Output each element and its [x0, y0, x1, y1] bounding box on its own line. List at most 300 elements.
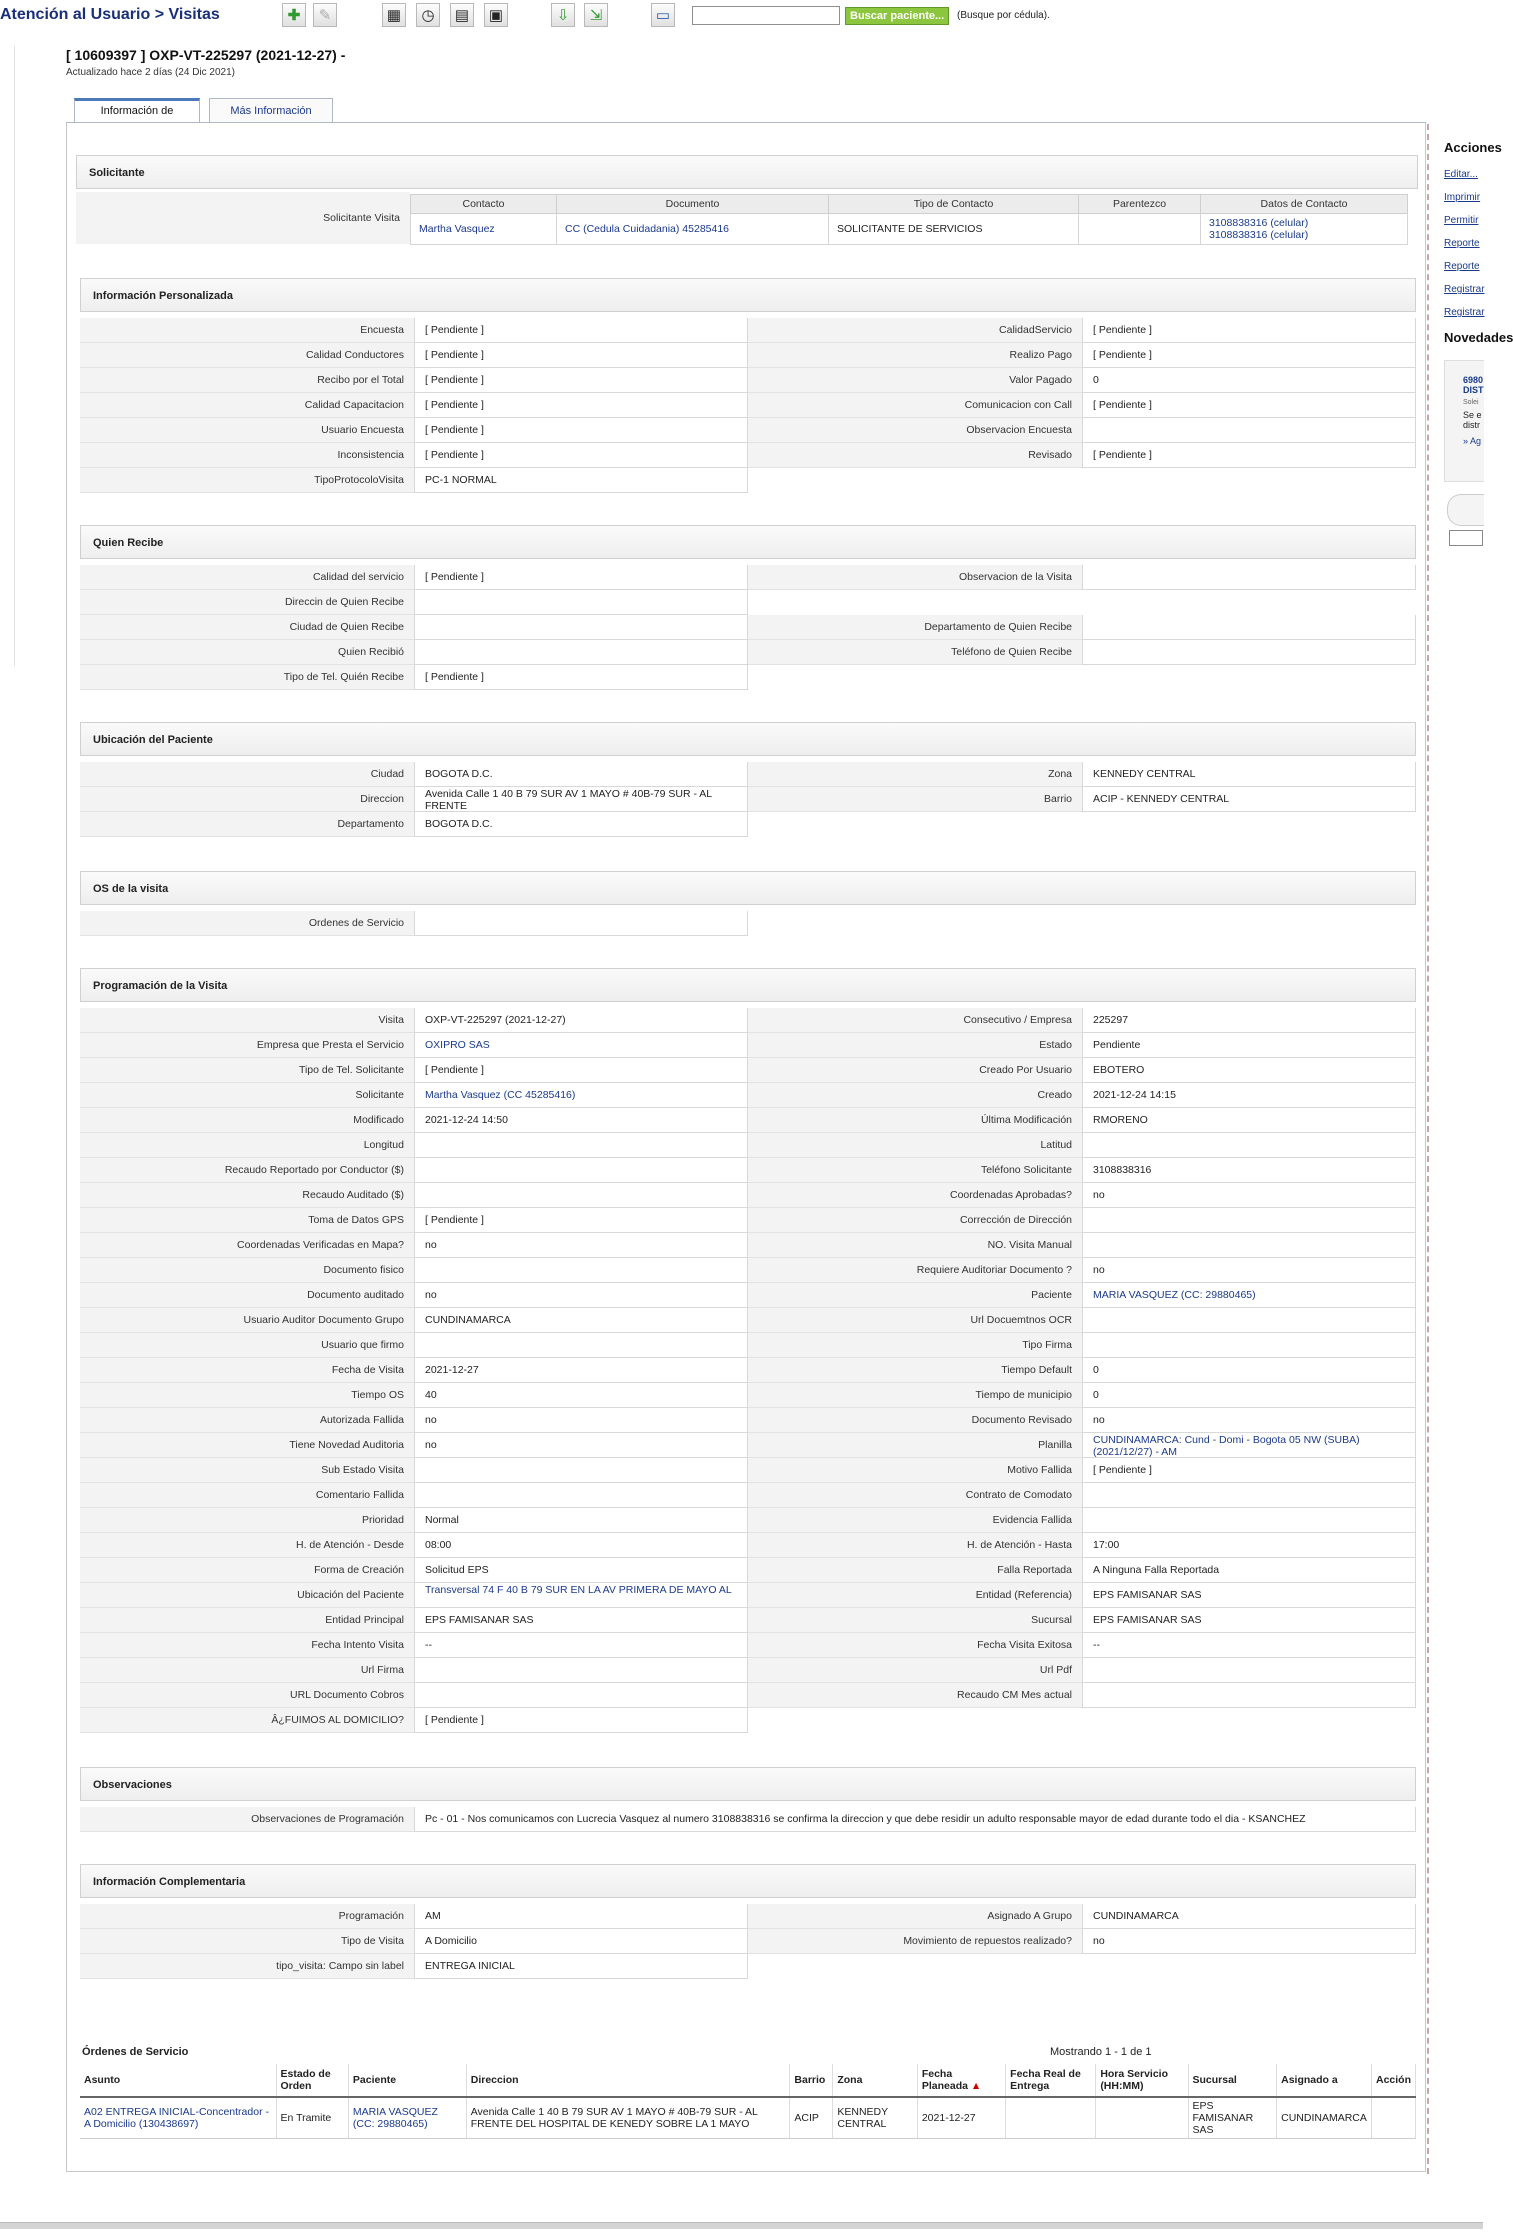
field-cell: [80, 318, 748, 343]
field-label: Documento auditado: [80, 1283, 414, 1308]
field-value: 08:00: [414, 1533, 748, 1558]
field-cell: [748, 393, 1416, 418]
field-value: [1082, 418, 1416, 443]
field-label: Comunicacion con Call: [748, 393, 1082, 418]
field-value: [ Pendiente ]: [1082, 443, 1416, 468]
column-header: Parentezco: [1079, 195, 1201, 214]
field-cell: [80, 1583, 748, 1608]
field-value: [414, 911, 748, 936]
field-label: Â¿FUIMOS AL DOMICILIO?: [80, 1708, 414, 1733]
field-row: [80, 443, 1416, 468]
field-row: [80, 1383, 1416, 1408]
field-row: [80, 1608, 1416, 1633]
field-label: Modificado: [80, 1108, 414, 1133]
field-value: no: [1082, 1258, 1416, 1283]
field-value: ENTREGA INICIAL: [414, 1954, 748, 1979]
field-value: [ Pendiente ]: [1082, 318, 1416, 343]
field-label: Solicitante Visita: [76, 192, 410, 244]
orders-table: [80, 2064, 1416, 2139]
field-value: [ Pendiente ]: [414, 1208, 748, 1233]
field-value: [ Pendiente ]: [414, 443, 748, 468]
column-header[interactable]: Asignado a: [1277, 2064, 1372, 2097]
field-cell: [80, 1633, 748, 1658]
section-observaciones: [80, 1767, 1416, 1832]
field-cell: [748, 1183, 1416, 1208]
field-row: [80, 1108, 1416, 1133]
field-cell: [748, 1483, 1416, 1508]
field-label: Recaudo Reportado por Conductor ($): [80, 1158, 414, 1183]
field-label: Realizo Pago: [748, 343, 1082, 368]
field-value: [1082, 615, 1416, 640]
section-title: Quien Recibe: [80, 525, 1416, 559]
search-patient-button[interactable]: Buscar paciente...: [845, 7, 949, 25]
order-barrio: ACIP: [790, 2097, 833, 2139]
field-cell: [80, 1558, 748, 1583]
field-cell: [748, 1929, 1416, 1954]
field-value: --: [414, 1633, 748, 1658]
field-value: RMORENO: [1082, 1108, 1416, 1133]
toolbar: [0, 0, 1483, 34]
field-row: [80, 1633, 1416, 1658]
updated-text: Actualizado hace 2 días (24 Dic 2021): [66, 67, 235, 78]
field-cell: [80, 1458, 748, 1483]
field-row: [80, 590, 1416, 615]
field-label: Asignado A Grupo: [748, 1904, 1082, 1929]
nov-line: 6980: [1463, 375, 1484, 385]
field-label: Sub Estado Visita: [80, 1458, 414, 1483]
field-row: [80, 1583, 1416, 1608]
field-label: Zona: [748, 762, 1082, 787]
column-header[interactable]: Direccion: [466, 2064, 790, 2097]
field-label: Ubicación del Paciente: [80, 1583, 414, 1608]
field-cell: [748, 368, 1416, 393]
field-row: [80, 468, 1416, 493]
action-link[interactable]: Registrar: [1444, 307, 1485, 318]
column-header[interactable]: Barrio: [790, 2064, 833, 2097]
field-value[interactable]: Martha Vasquez (CC 45285416): [414, 1083, 748, 1108]
field-label: Barrio: [748, 787, 1082, 812]
tab-informacion[interactable]: Información de: [74, 98, 200, 123]
field-label: Comentario Fallida: [80, 1483, 414, 1508]
field-value: [414, 1658, 748, 1683]
nov-line: Solei: [1463, 399, 1479, 406]
order-address: Avenida Calle 1 40 B 79 SUR AV 1 MAYO # 40B-79 SUR - AL FRENTE DEL HOSPITAL DE KENEDY SOBRE LA 1 MAYO: [466, 2097, 790, 2139]
field-cell: [80, 1308, 748, 1333]
field-value: [1082, 1508, 1416, 1533]
monitor-icon[interactable]: ▭: [651, 3, 675, 27]
field-cell: [80, 1233, 748, 1258]
field-value[interactable]: Transversal 74 F 40 B 79 SUR EN LA AV PRIMERA DE MAYO AL: [414, 1583, 748, 1608]
field-cell: [748, 1508, 1416, 1533]
field-label: Tipo Firma: [748, 1333, 1082, 1358]
field-label: H. de Atención - Hasta: [748, 1533, 1082, 1558]
search-hint: (Busque por cédula).: [957, 10, 1050, 21]
field-value: [414, 1183, 748, 1208]
field-value: CUNDINAMARCA: [414, 1308, 748, 1333]
order-patient-link[interactable]: MARIA VASQUEZ (CC: 29880465): [348, 2097, 466, 2139]
field-row: [80, 1333, 1416, 1358]
field-cell: [80, 1158, 748, 1183]
field-value: Solicitud EPS: [414, 1558, 748, 1583]
solicitante-table: [410, 194, 1408, 245]
field-value: [ Pendiente ]: [414, 1058, 748, 1083]
field-cell: [748, 343, 1416, 368]
field-label: tipo_visita: Campo sin label: [80, 1954, 414, 1979]
field-cell: [748, 1558, 1416, 1583]
field-row: [80, 1558, 1416, 1583]
field-label: Prioridad: [80, 1508, 414, 1533]
field-label: Recaudo Auditado ($): [80, 1183, 414, 1208]
field-value: BOGOTA D.C.: [414, 762, 748, 787]
field-cell: [748, 1433, 1416, 1458]
field-row: [80, 1658, 1416, 1683]
nov-link[interactable]: » Ag: [1463, 436, 1482, 446]
field-cell: [748, 1458, 1416, 1483]
field-value: 2021-12-24 14:15: [1082, 1083, 1416, 1108]
field-label: Toma de Datos GPS: [80, 1208, 414, 1233]
field-value: [ Pendiente ]: [414, 418, 748, 443]
field-label: Ciudad: [80, 762, 414, 787]
field-row: [80, 1008, 1416, 1033]
field-value[interactable]: OXIPRO SAS: [414, 1033, 748, 1058]
field-value: 225297: [1082, 1008, 1416, 1033]
field-value: [414, 1133, 748, 1158]
field-row: [80, 1058, 1416, 1083]
field-cell: [748, 1633, 1416, 1658]
field-label: Revisado: [748, 443, 1082, 468]
field-label: Tiempo de municipio: [748, 1383, 1082, 1408]
field-label: Calidad del servicio: [80, 565, 414, 590]
field-value: [414, 1683, 748, 1708]
field-label: Requiere Auditoriar Documento ?: [748, 1258, 1082, 1283]
field-label: Programación: [80, 1904, 414, 1929]
field-label: Creado: [748, 1083, 1082, 1108]
field-cell: [80, 911, 748, 936]
field-row: [80, 1358, 1416, 1383]
field-cell: [748, 1083, 1416, 1108]
field-cell: [80, 368, 748, 393]
window-bottom-border: [0, 2222, 1483, 2229]
field-label: Direccin de Quien Recibe: [80, 590, 414, 615]
field-cell: [748, 1904, 1416, 1929]
column-header-label: Fecha Planeada: [921, 2068, 968, 2092]
download-icon[interactable]: ⇩: [551, 3, 575, 27]
order-status: En Tramite: [276, 2097, 348, 2139]
search-input[interactable]: [692, 6, 840, 25]
order-real-date: [1006, 2097, 1096, 2139]
orders-count: Mostrando 1 - 1 de 1: [1050, 2046, 1152, 2058]
field-value: [1082, 1133, 1416, 1158]
add-icon[interactable]: ✚: [282, 3, 306, 27]
novedad-input[interactable]: [1449, 530, 1483, 546]
field-label: Url Pdf: [748, 1658, 1082, 1683]
nov-line: DIST: [1463, 385, 1484, 395]
field-cell: [80, 1258, 748, 1283]
field-value: CUNDINAMARCA: [1082, 1904, 1416, 1929]
page-title: [ 10609397 ] OXP-VT-225297 (2021-12-27) -: [66, 47, 346, 63]
field-cell: [748, 1608, 1416, 1633]
order-assigned: CUNDINAMARCA: [1277, 2097, 1372, 2139]
order-action[interactable]: [1371, 2097, 1415, 2139]
field-value: [ Pendiente ]: [414, 343, 748, 368]
field-cell: [748, 1533, 1416, 1558]
field-value: PC-1 NORMAL: [414, 468, 748, 493]
field-value: no: [1082, 1408, 1416, 1433]
field-row: [80, 1433, 1416, 1458]
field-label: Latitud: [748, 1133, 1082, 1158]
field-label: Usuario Auditor Documento Grupo: [80, 1308, 414, 1333]
section-title: Ubicación del Paciente: [80, 722, 1416, 756]
export-icon[interactable]: ⇲: [584, 3, 608, 27]
field-value: 0: [1082, 1383, 1416, 1408]
field-label: Solicitante: [80, 1083, 414, 1108]
clipboard-icon[interactable]: ▣: [484, 3, 508, 27]
calendar-icon[interactable]: ▦: [382, 3, 406, 27]
field-label: TipoProtocoloVisita: [80, 468, 414, 493]
contact-name-link[interactable]: Martha Vasquez: [411, 214, 557, 245]
field-cell: [80, 468, 748, 493]
column-header: Documento: [557, 195, 829, 214]
column-header: Acción: [1371, 2064, 1415, 2097]
phone-1: 3108838316 (celular): [1209, 217, 1309, 229]
field-label: Forma de Creación: [80, 1558, 414, 1583]
action-link[interactable]: Registrar: [1444, 284, 1485, 295]
field-value: no: [1082, 1183, 1416, 1208]
field-label: Coordenadas Aprobadas?: [748, 1183, 1082, 1208]
comment-bubble-icon[interactable]: [1447, 494, 1484, 526]
field-value: [1082, 1233, 1416, 1258]
field-row: [80, 1258, 1416, 1283]
field-label: Inconsistencia: [80, 443, 414, 468]
action-link[interactable]: Editar...: [1444, 169, 1478, 180]
field-cell: [748, 1658, 1416, 1683]
field-value: [1082, 565, 1416, 590]
field-row: [80, 1308, 1416, 1333]
column-header[interactable]: Fecha Real de Entrega: [1006, 2064, 1096, 2097]
field-cell: [80, 393, 748, 418]
field-row: [80, 418, 1416, 443]
field-value: EPS FAMISANAR SAS: [1082, 1608, 1416, 1633]
field-label: NO. Visita Manual: [748, 1233, 1082, 1258]
field-cell: [748, 1133, 1416, 1158]
field-value: 0: [1082, 1358, 1416, 1383]
column-header[interactable]: Sucursal: [1188, 2064, 1277, 2097]
contact-document-link[interactable]: CC (Cedula Cuidadania) 45285416: [557, 214, 829, 245]
field-label: Documento Revisado: [748, 1408, 1082, 1433]
field-value[interactable]: CUNDINAMARCA: Cund - Domi - Bogota 05 NW (SUBA) (2021/12/27) - AM: [1082, 1433, 1416, 1458]
field-value: [414, 615, 748, 640]
field-value: [ Pendiente ]: [1082, 1458, 1416, 1483]
field-value: 17:00: [1082, 1533, 1416, 1558]
field-row: [80, 1208, 1416, 1233]
order-branch: EPS FAMISANAR SAS: [1188, 2097, 1277, 2139]
column-header[interactable]: Paciente: [348, 2064, 466, 2097]
actions-title: Acciones: [1444, 140, 1502, 155]
field-label: Entidad Principal: [80, 1608, 414, 1633]
field-label: Teléfono de Quien Recibe: [748, 640, 1082, 665]
field-label: Consecutivo / Empresa: [748, 1008, 1082, 1033]
field-value: no: [414, 1233, 748, 1258]
contact-relation: [1079, 214, 1201, 245]
section-programacion: [80, 968, 1416, 1733]
order-zona: KENNEDY CENTRAL: [833, 2097, 917, 2139]
field-row: [80, 615, 1416, 640]
field-value: EBOTERO: [1082, 1058, 1416, 1083]
field-label: Fecha Intento Visita: [80, 1633, 414, 1658]
field-label: Calidad Conductores: [80, 343, 414, 368]
field-row: [80, 1904, 1416, 1929]
field-label: Creado Por Usuario: [748, 1058, 1082, 1083]
field-label: Tiene Novedad Auditoria: [80, 1433, 414, 1458]
field-cell: [748, 1358, 1416, 1383]
field-row: [80, 640, 1416, 665]
action-link[interactable]: Reporte: [1444, 261, 1480, 272]
field-value: [414, 1333, 748, 1358]
column-header[interactable]: Zona: [833, 2064, 917, 2097]
field-cell: [80, 1208, 748, 1233]
field-cell: [748, 1058, 1416, 1083]
field-row: [80, 368, 1416, 393]
section-ubicacion: [80, 722, 1416, 837]
section-info-personalizada: [80, 278, 1416, 493]
field-cell: [80, 615, 748, 640]
field-value: [1082, 1333, 1416, 1358]
field-label: Falla Reportada: [748, 1558, 1082, 1583]
field-cell: [748, 1108, 1416, 1133]
field-label: Última Modificación: [748, 1108, 1082, 1133]
field-label: Movimiento de repuestos realizado?: [748, 1929, 1082, 1954]
field-cell: [80, 1058, 748, 1083]
field-label: Tiempo OS: [80, 1383, 414, 1408]
field-row: [80, 1033, 1416, 1058]
field-label: Encuesta: [80, 318, 414, 343]
field-cell: [80, 1683, 748, 1708]
field-value: [1082, 1308, 1416, 1333]
section-title: Observaciones: [80, 1767, 1416, 1801]
field-value: [ Pendiente ]: [414, 368, 748, 393]
column-header[interactable]: [917, 2064, 1005, 2097]
action-link[interactable]: Reporte: [1444, 238, 1480, 249]
field-value: Normal: [414, 1508, 748, 1533]
field-label: CalidadServicio: [748, 318, 1082, 343]
section-os-visita: [80, 871, 1416, 936]
field-label: Valor Pagado: [748, 368, 1082, 393]
column-header: Datos de Contacto: [1201, 195, 1408, 214]
field-value: [1082, 1658, 1416, 1683]
field-value: Pendiente: [1082, 1033, 1416, 1058]
field-row: [80, 1508, 1416, 1533]
field-cell: [80, 1108, 748, 1133]
field-row: [80, 1233, 1416, 1258]
field-label: Observaciones de Programación: [80, 1807, 414, 1832]
field-value: A Ninguna Falla Reportada: [1082, 1558, 1416, 1583]
field-cell: [748, 1158, 1416, 1183]
order-subject-link[interactable]: A02 ENTREGA INICIAL-Concentrador - A Domicilio (130438697): [80, 2097, 276, 2139]
action-link[interactable]: Permitir: [1444, 215, 1479, 226]
field-cell: [80, 640, 748, 665]
field-value: no: [414, 1433, 748, 1458]
field-value: AM: [414, 1904, 748, 1929]
field-label: Tipo de Tel. Solicitante: [80, 1058, 414, 1083]
field-row: [80, 812, 1416, 837]
panel-splitter[interactable]: [1427, 124, 1429, 2174]
field-cell: [748, 762, 1416, 787]
field-value: [414, 1158, 748, 1183]
field-value: 0: [1082, 368, 1416, 393]
field-value: ACIP - KENNEDY CENTRAL: [1082, 787, 1416, 812]
field-label: Tipo de Visita: [80, 1929, 414, 1954]
field-value: no: [1082, 1929, 1416, 1954]
field-cell: [748, 640, 1416, 665]
field-label: Sucursal: [748, 1608, 1082, 1633]
field-cell: [80, 762, 748, 787]
field-label: Paciente: [748, 1283, 1082, 1308]
section-title: OS de la visita: [80, 871, 1416, 905]
field-cell: [80, 1483, 748, 1508]
field-cell: [80, 1358, 748, 1383]
field-value: [ Pendiente ]: [414, 665, 748, 690]
field-label: URL Documento Cobros: [80, 1683, 414, 1708]
edit-icon[interactable]: ✎: [313, 3, 337, 27]
field-value: A Domicilio: [414, 1929, 748, 1954]
field-label: H. de Atención - Desde: [80, 1533, 414, 1558]
order-planned-date: 2021-12-27: [917, 2097, 1005, 2139]
field-label: Observacion de la Visita: [748, 565, 1082, 590]
column-header[interactable]: Estado de Orden: [276, 2064, 348, 2097]
field-label: Direccion: [80, 787, 414, 812]
field-cell: [748, 1258, 1416, 1283]
column-header[interactable]: Hora Servicio (HH:MM): [1096, 2064, 1188, 2097]
field-cell: [748, 443, 1416, 468]
clock-icon[interactable]: ◷: [416, 3, 440, 27]
field-cell: [80, 1433, 748, 1458]
actions-panel: [1444, 140, 1513, 345]
field-value: 2021-12-27: [414, 1358, 748, 1383]
field-label: Motivo Fallida: [748, 1458, 1082, 1483]
field-row: [80, 1954, 1416, 1979]
field-value[interactable]: MARIA VASQUEZ (CC: 29880465): [1082, 1283, 1416, 1308]
field-label: Autorizada Fallida: [80, 1408, 414, 1433]
field-cell: [748, 1308, 1416, 1333]
column-header[interactable]: Asunto: [80, 2064, 276, 2097]
field-label: Corrección de Dirección: [748, 1208, 1082, 1233]
field-row: [80, 1183, 1416, 1208]
field-cell: [80, 418, 748, 443]
field-cell: [80, 1508, 748, 1533]
field-value: BOGOTA D.C.: [414, 812, 748, 837]
field-cell: [748, 615, 1416, 640]
section-complementaria: [80, 1864, 1416, 1979]
field-label: Evidencia Fallida: [748, 1508, 1082, 1533]
tab-mas-informacion[interactable]: Más Información: [209, 98, 333, 122]
field-label: Departamento de Quien Recibe: [748, 615, 1082, 640]
field-row: [80, 1408, 1416, 1433]
field-value: no: [414, 1408, 748, 1433]
action-link[interactable]: Imprimir: [1444, 192, 1481, 203]
field-label: Url Firma: [80, 1658, 414, 1683]
field-label: Empresa que Presta el Servicio: [80, 1033, 414, 1058]
field-cell: [748, 318, 1416, 343]
field-cell: [748, 1408, 1416, 1433]
table-row[interactable]: [80, 2097, 1416, 2139]
section-title: Solicitante: [76, 155, 1418, 189]
field-value: [ Pendiente ]: [414, 318, 748, 343]
field-value: [1082, 1683, 1416, 1708]
field-value: Pc - 01 - Nos comunicamos con Lucrecia Vasquez al numero 3108838316 se confirma la direccion y que debe residir un adulto responsable mayor de edad durante todo el dia - KSANCHEZ: [414, 1807, 1416, 1832]
document-icon[interactable]: ▤: [450, 3, 474, 27]
field-label: Observacion Encuesta: [748, 418, 1082, 443]
field-cell: [80, 787, 748, 812]
